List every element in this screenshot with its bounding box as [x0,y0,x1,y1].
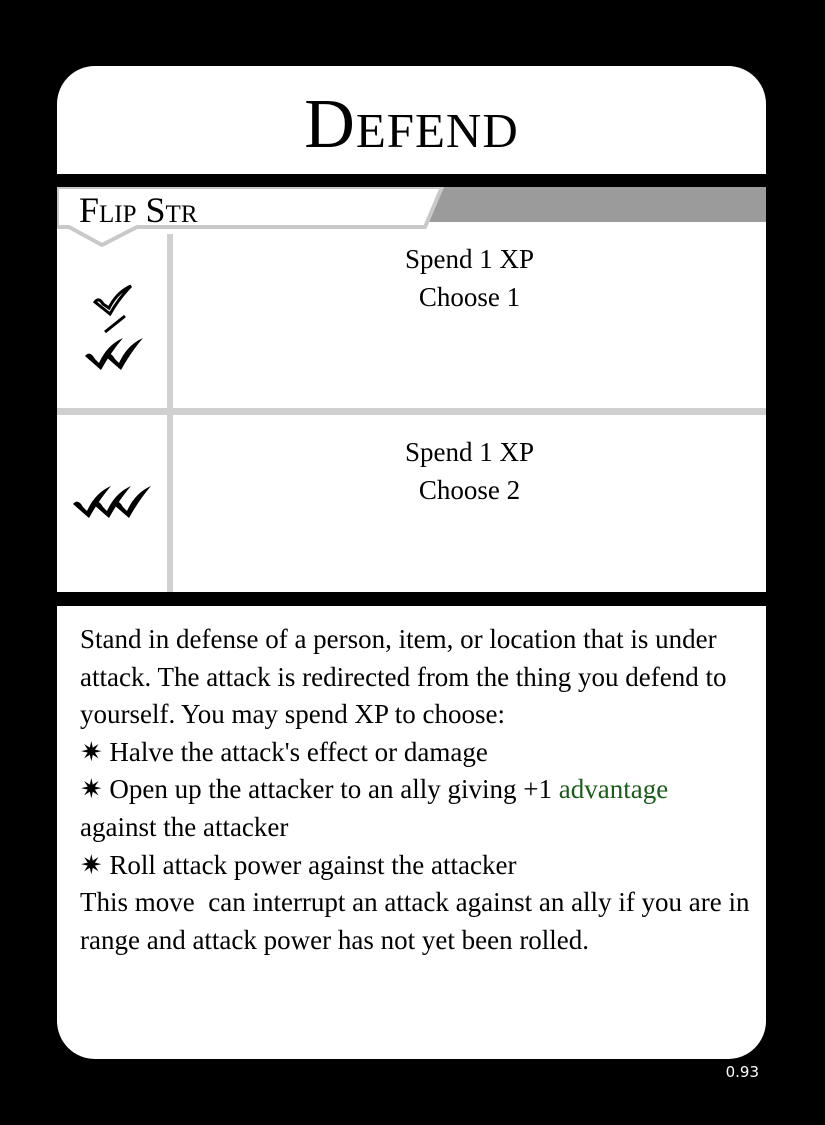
bullet-2 [80,771,760,846]
bullet-3 [80,847,760,885]
star-bullet-icon: ✷ [80,736,103,767]
bullet-2-tail: against the attacker [80,811,289,842]
version-label: 0.93 [725,1063,759,1081]
description-intro: Stand in defense of a person, item, or location that is under attack. The attack is redirected from the thing you defend to yourself. You may spend XP to choose: [80,624,727,730]
row-2-line-2: Choose 2 [418,475,521,505]
description-divider [57,592,766,606]
star-bullet-icon: ✷ [80,774,103,805]
bullet-2-text: Open up the attacker to an ally giving +1 [109,774,559,805]
row-1-text [173,240,766,316]
stat-label: Flip Str [79,190,198,230]
triple-check-icon [71,484,155,526]
star-bullet-icon: ✷ [80,849,103,880]
bullet-3-text: Roll attack power against the attacker [109,849,517,880]
advantage-keyword: advantage [558,774,669,805]
move-description [80,621,760,959]
description-outro: This move can interrupt an attack against an ally if you are in range and attack power has not yet been rolled. [80,887,757,955]
row-divider [57,408,766,415]
row-1-line-1: Spend 1 XP [404,244,534,274]
card-title: Defend [304,86,519,163]
move-card [57,66,766,1059]
bullet-1 [80,734,760,772]
row-1-line-2: Choose 1 [418,282,521,312]
row-2-line-1: Spend 1 XP [404,437,534,467]
title-divider [57,174,766,187]
bullet-1-text: Halve the attack's effect or damage [109,736,488,767]
row-2-text [173,433,766,509]
check-slash-double-check-icon [79,280,149,375]
